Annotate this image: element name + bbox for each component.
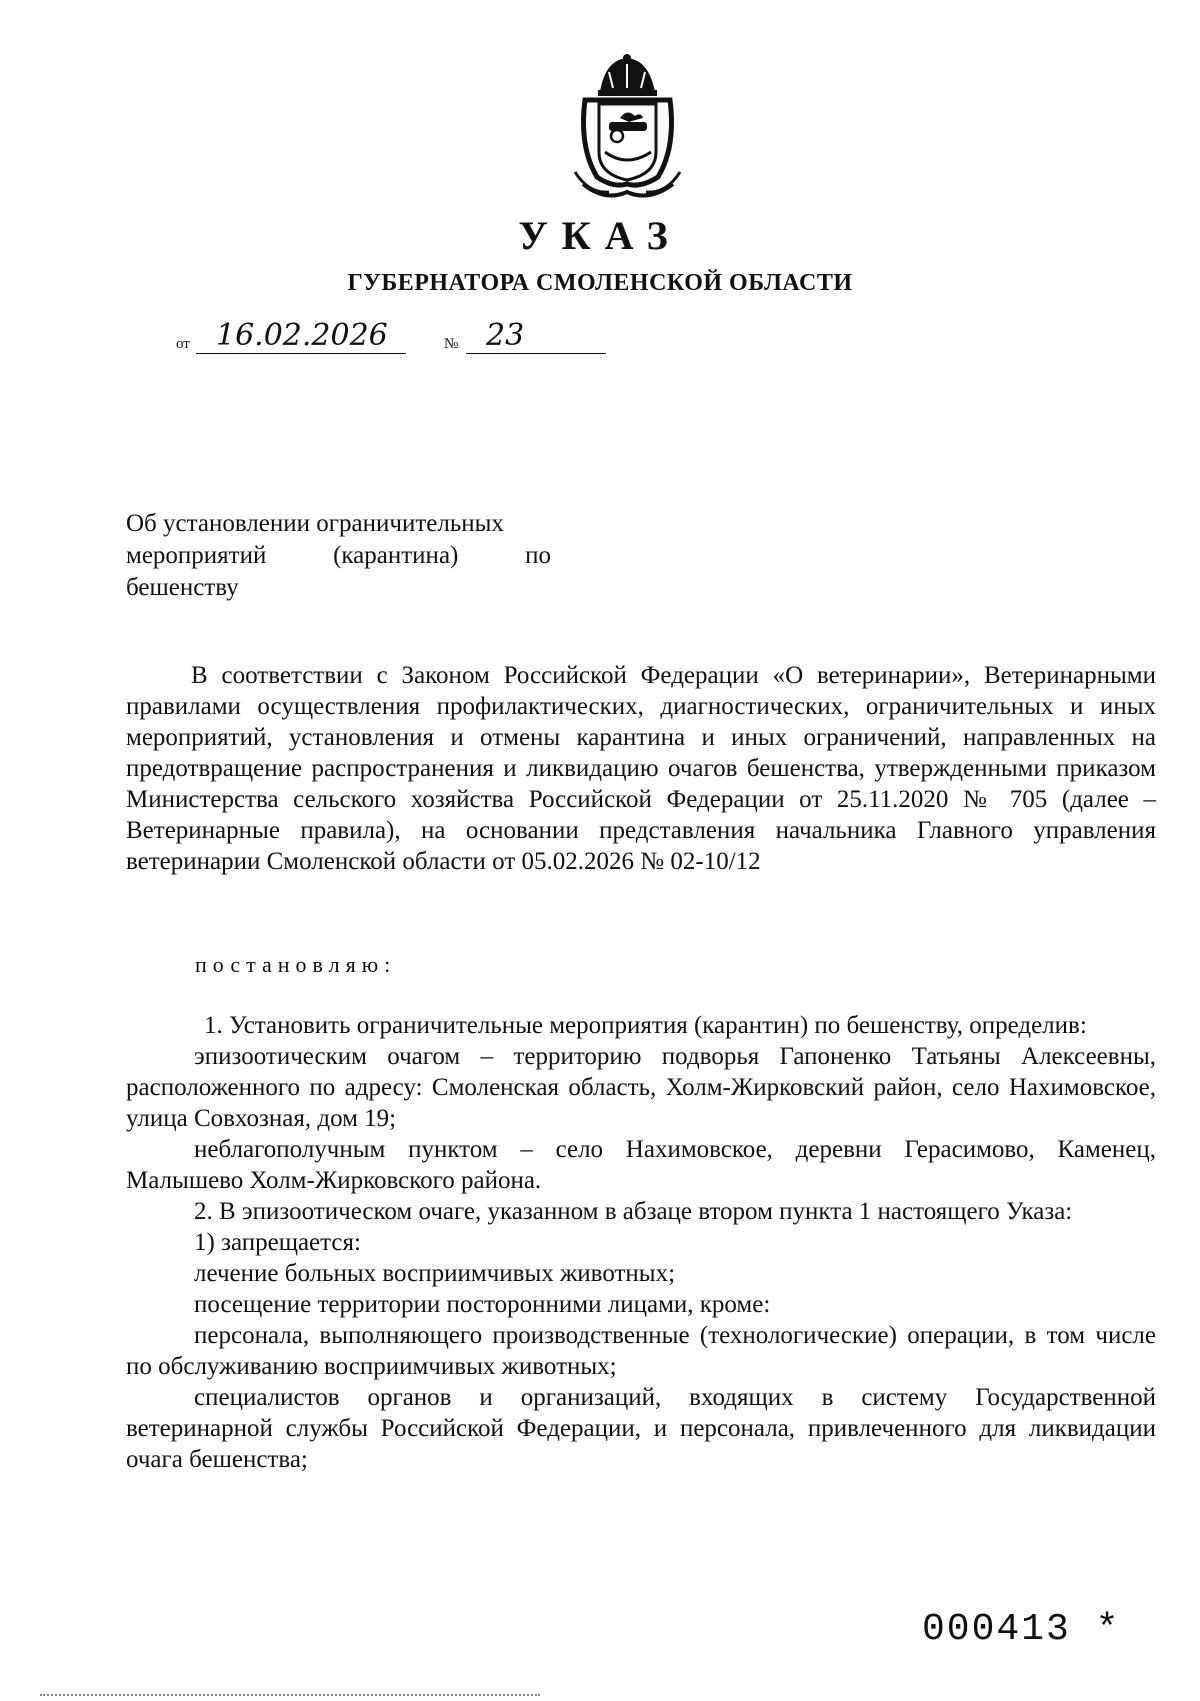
document-serial-number: 000413 * (922, 1608, 1121, 1651)
decree-word: постановляю: (195, 952, 397, 977)
subject-line-2 (126, 540, 551, 572)
item-paragraph: лечение больных восприимчивых животных; (194, 1260, 676, 1287)
item-paragraph: специалистов органов и организаций, входящих в систему Государственной ветеринарной службы Российской Федерации, и персонала, привлеченного для ликвидации очага бешенства; (126, 1384, 1156, 1473)
document-subtitle: ГУБЕРНАТОРА СМОЛЕНСКОЙ ОБЛАСТИ (347, 270, 853, 296)
item-paragraph: посещение территории посторонними лицами, кроме: (194, 1291, 771, 1318)
date-from-label: от (176, 336, 190, 352)
date-number-line (176, 318, 616, 358)
scan-artifact-line (40, 1694, 540, 1699)
subject-line-1: Об установлении ограничительных (126, 510, 504, 537)
item-paragraph: неблагополучным пунктом – село Нахимовское, деревни Герасимово, Каменец, Малышево Холм-Жирковского района. (126, 1136, 1156, 1194)
decree-items (126, 1010, 1156, 1475)
item-paragraph: 1) запрещается: (194, 1229, 361, 1256)
subject-line-3: бешенству (126, 574, 239, 601)
item-paragraph: персонала, выполняющего производственные (технологические) операции, в том числе по обслуживанию восприимчивых животных; (126, 1322, 1156, 1380)
document-title: УКАЗ (518, 213, 682, 258)
subject-word: мероприятий (126, 542, 267, 569)
item-paragraph: 1. Установить ограничительные мероприятия (карантин) по бешенству, определив: (204, 1012, 1087, 1039)
preamble-text: В соответствии с Законом Российской Федерации «О ветеринарии», Ветеринарными правилами осуществления профилактических, диагностических, ограничительных и иных мероприятий, установления и отмены карантина и иных ограничений, направленных на предотвращение распространения и ликвидацию очагов бешенства, утвержденными приказом Министерства сельского хозяйства Российской Федерации от 25.11.2020 № 705 (далее – Ветеринарные правила), на основании представления начальника Главного управления ветеринарии Смоленской области от 05.02.2026 № 02-10/12 (126, 662, 1156, 875)
document-subject (126, 508, 551, 604)
subject-word: (карантина) (333, 542, 459, 569)
subject-word: по (525, 542, 551, 569)
handwritten-number: 23 (486, 318, 525, 353)
item-paragraph: 2. В эпизоотическом очаге, указанном в абзаце втором пункта 1 настоящего Указа: (194, 1198, 1073, 1225)
handwritten-date: 16.02.2026 (216, 318, 388, 353)
smolensk-coat-of-arms-icon (565, 52, 690, 202)
preamble-paragraph (126, 660, 1156, 877)
item-paragraph: эпизоотическим очагом – территорию подворья Гапоненко Татьяны Алексеевны, расположенного по адресу: Смоленская область, Холм-Жирковский район, село Нахимовское, улица Совхозная, дом 19; (126, 1043, 1156, 1132)
number-label: № (444, 336, 459, 352)
